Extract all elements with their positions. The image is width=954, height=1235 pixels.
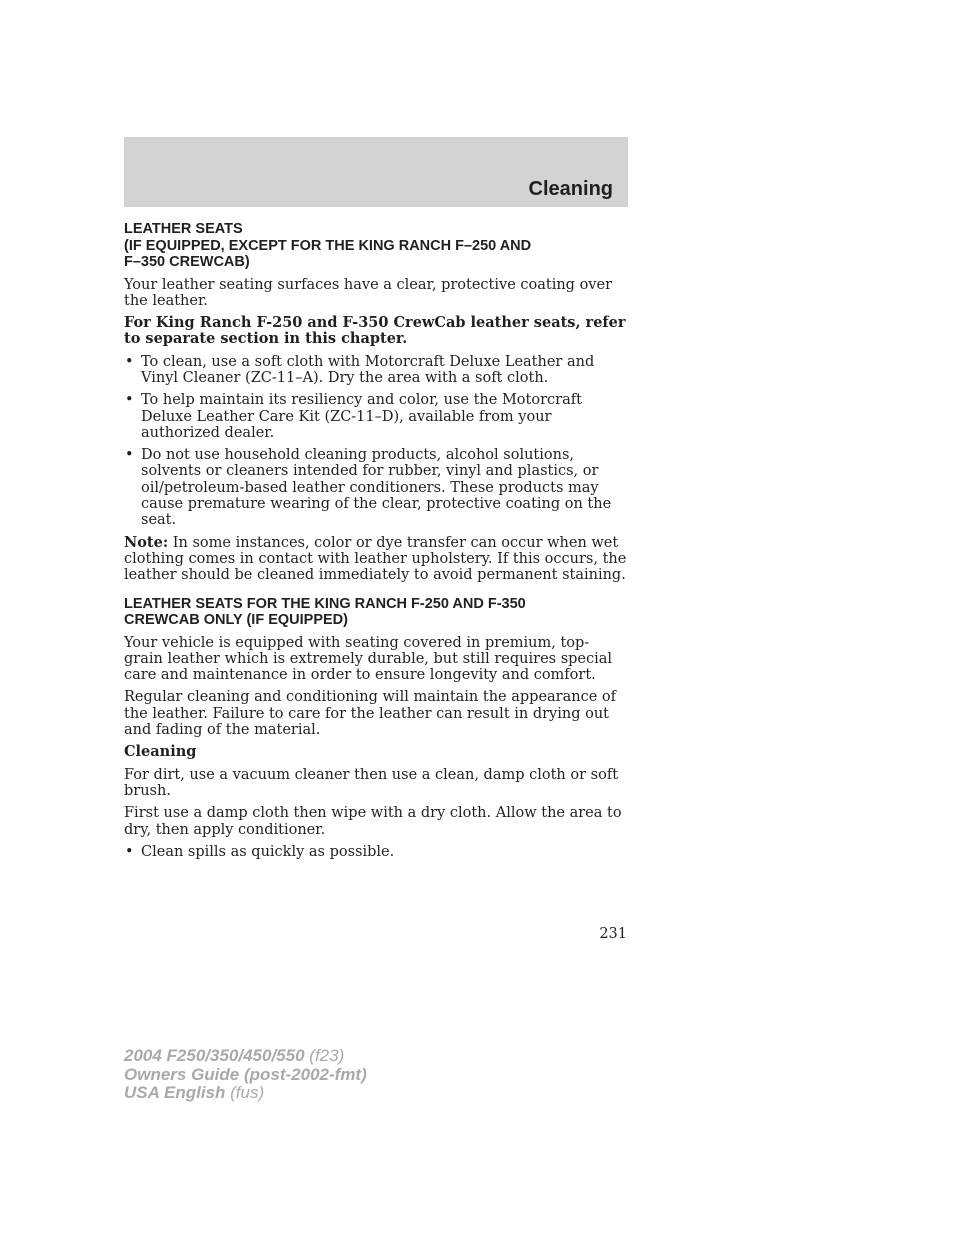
footer-model: 2004 F250/350/450/550 — [124, 1046, 305, 1065]
list-item-text: Do not use household cleaning products, alcohol solutions, solvents or cleaners intended for rubber, vinyl and plastics, or oil/petroleum-based leather conditioners. These products may cause premature wearing of the clear, protective coating on the seat. — [141, 447, 612, 529]
heading-line: F–350 CREWCAB) — [124, 254, 250, 270]
king-ranch-reference-note: For King Ranch F-250 and F-350 CrewCab leather seats, refer to separate section in this chapter. — [124, 314, 626, 348]
bullet-icon: • — [125, 843, 134, 860]
list-item — [124, 844, 628, 860]
note-text: In some instances, color or dye transfer can occur when wet clothing comes in contact with leather upholstery. If this occurs, the leather should be cleaned immediately to avoid permanent staining. — [124, 534, 627, 584]
document-footer — [124, 1047, 367, 1103]
heading-line: (IF EQUIPPED, EXCEPT FOR THE KING RANCH F–250 AND — [124, 237, 532, 254]
note-paragraph — [124, 535, 628, 584]
spills-bullet-list — [124, 844, 628, 860]
list-item — [124, 447, 628, 528]
chapter-header-bar — [124, 137, 628, 207]
note-label: Note: — [124, 533, 169, 551]
conditioning-paragraph: Regular cleaning and conditioning will maintain the appearance of the leather. Failure to care for the leather can result in drying out and fading of the material. — [124, 689, 616, 739]
footer-line-guide — [124, 1066, 367, 1085]
footer-language-code: (fus) — [225, 1083, 265, 1102]
footer-language: USA English — [124, 1083, 226, 1102]
heading-line: LEATHER SEATS FOR THE KING RANCH F-250 AND F-350 — [124, 595, 526, 612]
page-number: 231 — [599, 926, 627, 942]
footer-guide: Owners Guide (post-2002-fmt) — [124, 1064, 367, 1084]
section-heading-king-ranch — [124, 596, 628, 629]
bullet-icon: • — [125, 392, 134, 409]
premium-leather-paragraph: Your vehicle is equipped with seating covered in premium, top-grain leather which is extremely durable, but still requires special care and maintenance in order to ensure longevity and comfort. — [124, 634, 613, 684]
footer-line-language — [124, 1084, 367, 1103]
section-heading-leather-seats — [124, 221, 628, 271]
dirt-paragraph: For dirt, use a vacuum cleaner then use a clean, damp cloth or soft brush. — [124, 766, 619, 799]
chapter-title: Cleaning — [528, 178, 613, 200]
bullet-icon: • — [125, 447, 134, 464]
footer-line-model — [124, 1047, 367, 1066]
cleaning-subheading: Cleaning — [124, 743, 197, 761]
damp-cloth-paragraph: First use a damp cloth then wipe with a dry cloth. Allow the area to dry, then apply conditioner. — [124, 805, 622, 838]
list-item — [124, 392, 628, 441]
list-item-text: To help maintain its resiliency and color, use the Motorcraft Deluxe Leather Care Kit (ZC-11–D), available from your authorized dealer. — [141, 392, 582, 441]
list-item-text: Clean spills as quickly as possible. — [141, 843, 395, 860]
heading-line: LEATHER SEATS — [124, 221, 243, 237]
list-item — [124, 354, 628, 387]
footer-model-code: (f23) — [304, 1046, 345, 1065]
page-content — [124, 221, 628, 866]
cleaning-bullet-list — [124, 354, 628, 529]
bullet-icon: • — [125, 353, 134, 370]
list-item-text: To clean, use a soft cloth with Motorcraft Deluxe Leather and Vinyl Cleaner (ZC-11–A). Dry the area with a soft cloth. — [141, 353, 595, 386]
heading-line: CREWCAB ONLY (IF EQUIPPED) — [124, 612, 348, 629]
intro-paragraph: Your leather seating surfaces have a clear, protective coating over the leather. — [124, 276, 613, 309]
